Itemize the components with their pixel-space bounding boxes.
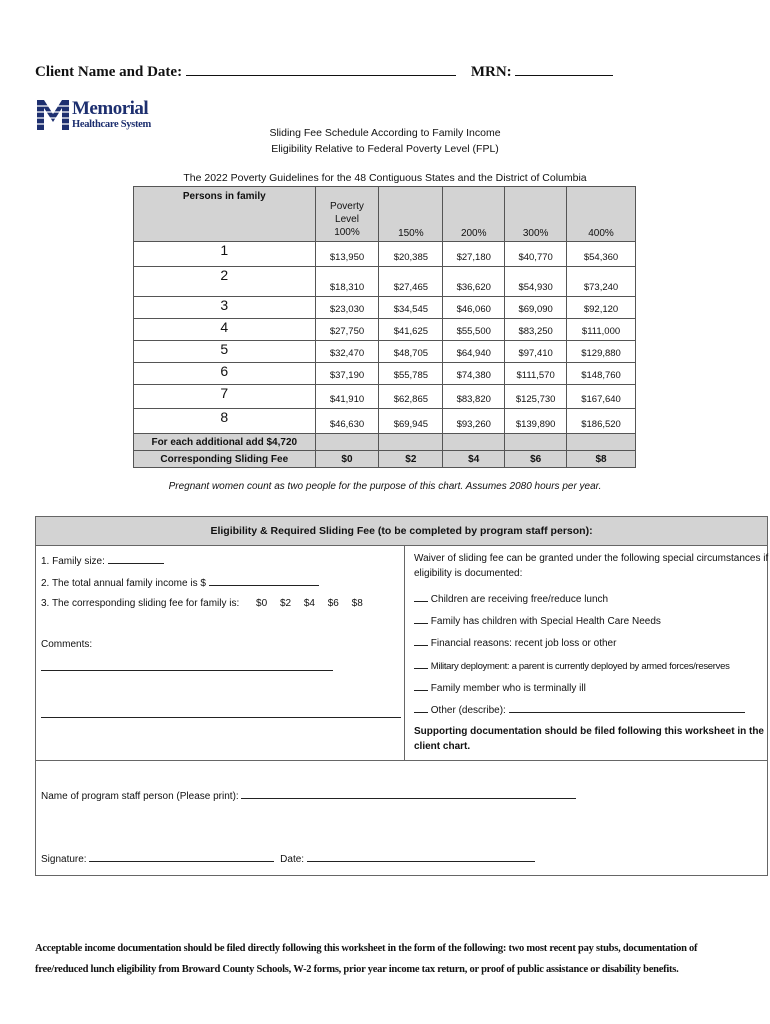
table-row xyxy=(134,409,636,434)
waiver-item-label: Family has children with Special Health Care Needs xyxy=(430,616,661,627)
income-cell: $34,545 xyxy=(379,297,443,319)
income-cell: $148,760 xyxy=(567,363,636,385)
waiver-item[interactable] xyxy=(414,703,745,716)
annual-income-field[interactable] xyxy=(209,576,319,586)
table-row xyxy=(134,267,636,297)
income-cell: $27,465 xyxy=(379,267,443,297)
persons-cell: 1 xyxy=(134,242,316,267)
income-cell: $111,000 xyxy=(567,319,636,341)
income-cell: $125,730 xyxy=(505,385,567,409)
table-caption: The 2022 Poverty Guidelines for the 48 Contiguous States and the District of Columbia xyxy=(183,172,587,184)
table-header-row xyxy=(134,187,636,242)
waiver-item-label: Children are receiving free/reduce lunch xyxy=(430,594,609,605)
persons-cell: 7 xyxy=(134,385,316,409)
waiver-check-blank[interactable] xyxy=(414,681,428,691)
income-cell: $13,950 xyxy=(315,242,379,267)
income-cell: $36,620 xyxy=(443,267,505,297)
waiver-check-blank[interactable] xyxy=(414,659,428,669)
income-cell: $23,030 xyxy=(315,297,379,319)
eligibility-left-panel xyxy=(36,545,405,761)
income-cell: $46,060 xyxy=(443,297,505,319)
income-cell: $92,120 xyxy=(567,297,636,319)
fee-option[interactable]: $4 xyxy=(303,598,315,609)
income-cell: $27,180 xyxy=(443,242,505,267)
waiver-item[interactable] xyxy=(414,659,730,672)
income-cell: $55,500 xyxy=(443,319,505,341)
waiver-item-label: Family member who is terminally ill xyxy=(430,683,586,694)
waiver-intro-line1: Waiver of sliding fee can be granted under the following special circumstances if xyxy=(414,553,769,564)
income-cell: $46,630 xyxy=(315,409,379,434)
persons-cell: 6 xyxy=(134,363,316,385)
waiver-check-blank[interactable] xyxy=(414,703,428,713)
comments-line-1[interactable] xyxy=(41,670,333,671)
income-cell: $54,930 xyxy=(505,267,567,297)
client-header-line xyxy=(35,63,613,81)
table-row xyxy=(134,242,636,267)
acceptable-doc-line1: Acceptable income documentation should be filed directly following this worksheet in the form of the following: two most recent pay stubs, documentation of xyxy=(35,943,698,954)
annual-income-line xyxy=(41,576,319,589)
persons-cell: 8 xyxy=(134,409,316,434)
client-name-date-field[interactable] xyxy=(186,63,456,76)
income-cell: $111,570 xyxy=(505,363,567,385)
income-cell: $20,385 xyxy=(379,242,443,267)
fee-option[interactable]: $8 xyxy=(351,598,363,609)
annual-income-label: 2. The total annual family income is $ xyxy=(41,578,206,589)
income-cell: $18,310 xyxy=(315,267,379,297)
income-cell: $73,240 xyxy=(567,267,636,297)
column-header: 150% xyxy=(379,187,443,242)
table-row xyxy=(134,297,636,319)
income-cell: $32,470 xyxy=(315,341,379,363)
table-row xyxy=(134,385,636,409)
fee-option[interactable]: $6 xyxy=(327,598,339,609)
income-cell: $139,890 xyxy=(505,409,567,434)
additional-person-label: For each additional add $4,720 xyxy=(134,434,316,451)
waiver-intro-line2: eligibility is documented: xyxy=(414,568,523,579)
pregnancy-note: Pregnant women count as two people for the purpose of this chart. Assumes 2080 hours per year. xyxy=(168,481,602,492)
fee-option[interactable]: $0 xyxy=(256,598,268,609)
client-name-date-label: Client Name and Date: xyxy=(35,64,183,80)
sliding-fee-prompt: 3. The corresponding sliding fee for family is: xyxy=(41,598,240,609)
date-label: Date: xyxy=(280,854,305,865)
income-cell: $69,945 xyxy=(379,409,443,434)
income-cell: $62,865 xyxy=(379,385,443,409)
table-row xyxy=(134,341,636,363)
income-cell: $37,190 xyxy=(315,363,379,385)
persons-in-family-header: Persons in family xyxy=(134,187,316,242)
waiver-check-blank[interactable] xyxy=(414,636,428,646)
family-size-label: 1. Family size: xyxy=(41,556,105,567)
income-cell: $83,820 xyxy=(443,385,505,409)
waiver-item[interactable] xyxy=(414,592,608,605)
income-cell: $54,360 xyxy=(567,242,636,267)
table-row xyxy=(134,363,636,385)
staff-name-line xyxy=(41,789,576,802)
signature-line xyxy=(41,852,535,865)
eligibility-section xyxy=(35,516,768,876)
income-cell: $41,625 xyxy=(379,319,443,341)
mrn-field[interactable] xyxy=(515,63,613,76)
waiver-item-label: Other (describe): xyxy=(430,705,506,716)
poverty-header-line2: Level xyxy=(335,214,359,225)
income-cell: $97,410 xyxy=(505,341,567,363)
acceptable-documentation-note xyxy=(35,938,735,980)
waiver-check-blank[interactable] xyxy=(414,614,428,624)
income-cell: $167,640 xyxy=(567,385,636,409)
supporting-doc-line1: Supporting documentation should be filed following this worksheet in the xyxy=(414,726,764,737)
poverty-header-line1: Poverty xyxy=(330,201,364,212)
staff-name-label: Name of program staff person (Please print): xyxy=(41,791,239,802)
sliding-fee-row xyxy=(134,451,636,468)
fee-cell: $2 xyxy=(379,451,443,468)
income-cell: $69,090 xyxy=(505,297,567,319)
income-cell: $83,250 xyxy=(505,319,567,341)
signature-label: Signature: xyxy=(41,854,87,865)
poverty-header-line3: 100% xyxy=(334,227,360,238)
income-cell: $64,940 xyxy=(443,341,505,363)
income-cell: $93,260 xyxy=(443,409,505,434)
fee-cell: $8 xyxy=(567,451,636,468)
logo-name-line2: Healthcare System xyxy=(72,119,151,130)
fee-cell: $0 xyxy=(315,451,379,468)
staff-name-field[interactable] xyxy=(241,789,576,799)
waiver-check-blank[interactable] xyxy=(414,592,428,602)
mrn-label: MRN: xyxy=(470,64,512,80)
persons-cell: 4 xyxy=(134,319,316,341)
income-cell: $55,785 xyxy=(379,363,443,385)
logo-name-line1: Memorial xyxy=(72,98,149,119)
persons-cell: 3 xyxy=(134,297,316,319)
waiver-item[interactable] xyxy=(414,681,586,694)
supporting-doc-line2: client chart. xyxy=(414,741,471,752)
column-header: 300% xyxy=(505,187,567,242)
income-cell: $40,770 xyxy=(505,242,567,267)
waiver-item[interactable] xyxy=(414,614,661,627)
signature-field[interactable] xyxy=(89,852,274,862)
persons-cell: 2 xyxy=(134,267,316,297)
family-size-line xyxy=(41,554,164,567)
sliding-fee-label: Corresponding Sliding Fee xyxy=(134,451,316,468)
income-cell: $41,910 xyxy=(315,385,379,409)
waiver-item[interactable] xyxy=(414,636,616,649)
fee-option[interactable]: $2 xyxy=(279,598,292,609)
acceptable-doc-line2: free/reduced lunch eligibility from Broward County Schools, W-2 forms, prior year income tax return, or proof of public assistance or disability benefits. xyxy=(35,964,679,975)
comments-line-2[interactable] xyxy=(41,717,401,718)
column-header xyxy=(315,187,379,242)
income-cell: $74,380 xyxy=(443,363,505,385)
additional-person-row xyxy=(134,434,636,451)
income-cell: $186,520 xyxy=(567,409,636,434)
other-describe-field[interactable] xyxy=(509,703,745,713)
fee-cell: $6 xyxy=(505,451,567,468)
persons-cell: 5 xyxy=(134,341,316,363)
comments-label: Comments: xyxy=(41,639,93,650)
column-header: 200% xyxy=(443,187,505,242)
fee-cell: $4 xyxy=(443,451,505,468)
table-row xyxy=(134,319,636,341)
poverty-guidelines-table xyxy=(133,186,636,468)
column-header: 400% xyxy=(567,187,636,242)
sliding-fee-line xyxy=(41,598,363,609)
eligibility-title: Eligibility & Required Sliding Fee (to be completed by program staff person): xyxy=(36,517,767,546)
income-cell: $48,705 xyxy=(379,341,443,363)
waiver-item-label: Military deployment: a parent is currently deployed by armed forces/reserves xyxy=(430,661,730,672)
family-size-field[interactable] xyxy=(108,554,164,564)
date-field[interactable] xyxy=(307,852,535,862)
schedule-title: Sliding Fee Schedule According to Family Income xyxy=(269,127,501,139)
waiver-panel xyxy=(405,545,767,761)
income-cell: $129,880 xyxy=(567,341,636,363)
waiver-item-label: Financial reasons: recent job loss or other xyxy=(430,638,617,649)
schedule-subtitle: Eligibility Relative to Federal Poverty Level (FPL) xyxy=(271,143,499,155)
income-cell: $27,750 xyxy=(315,319,379,341)
